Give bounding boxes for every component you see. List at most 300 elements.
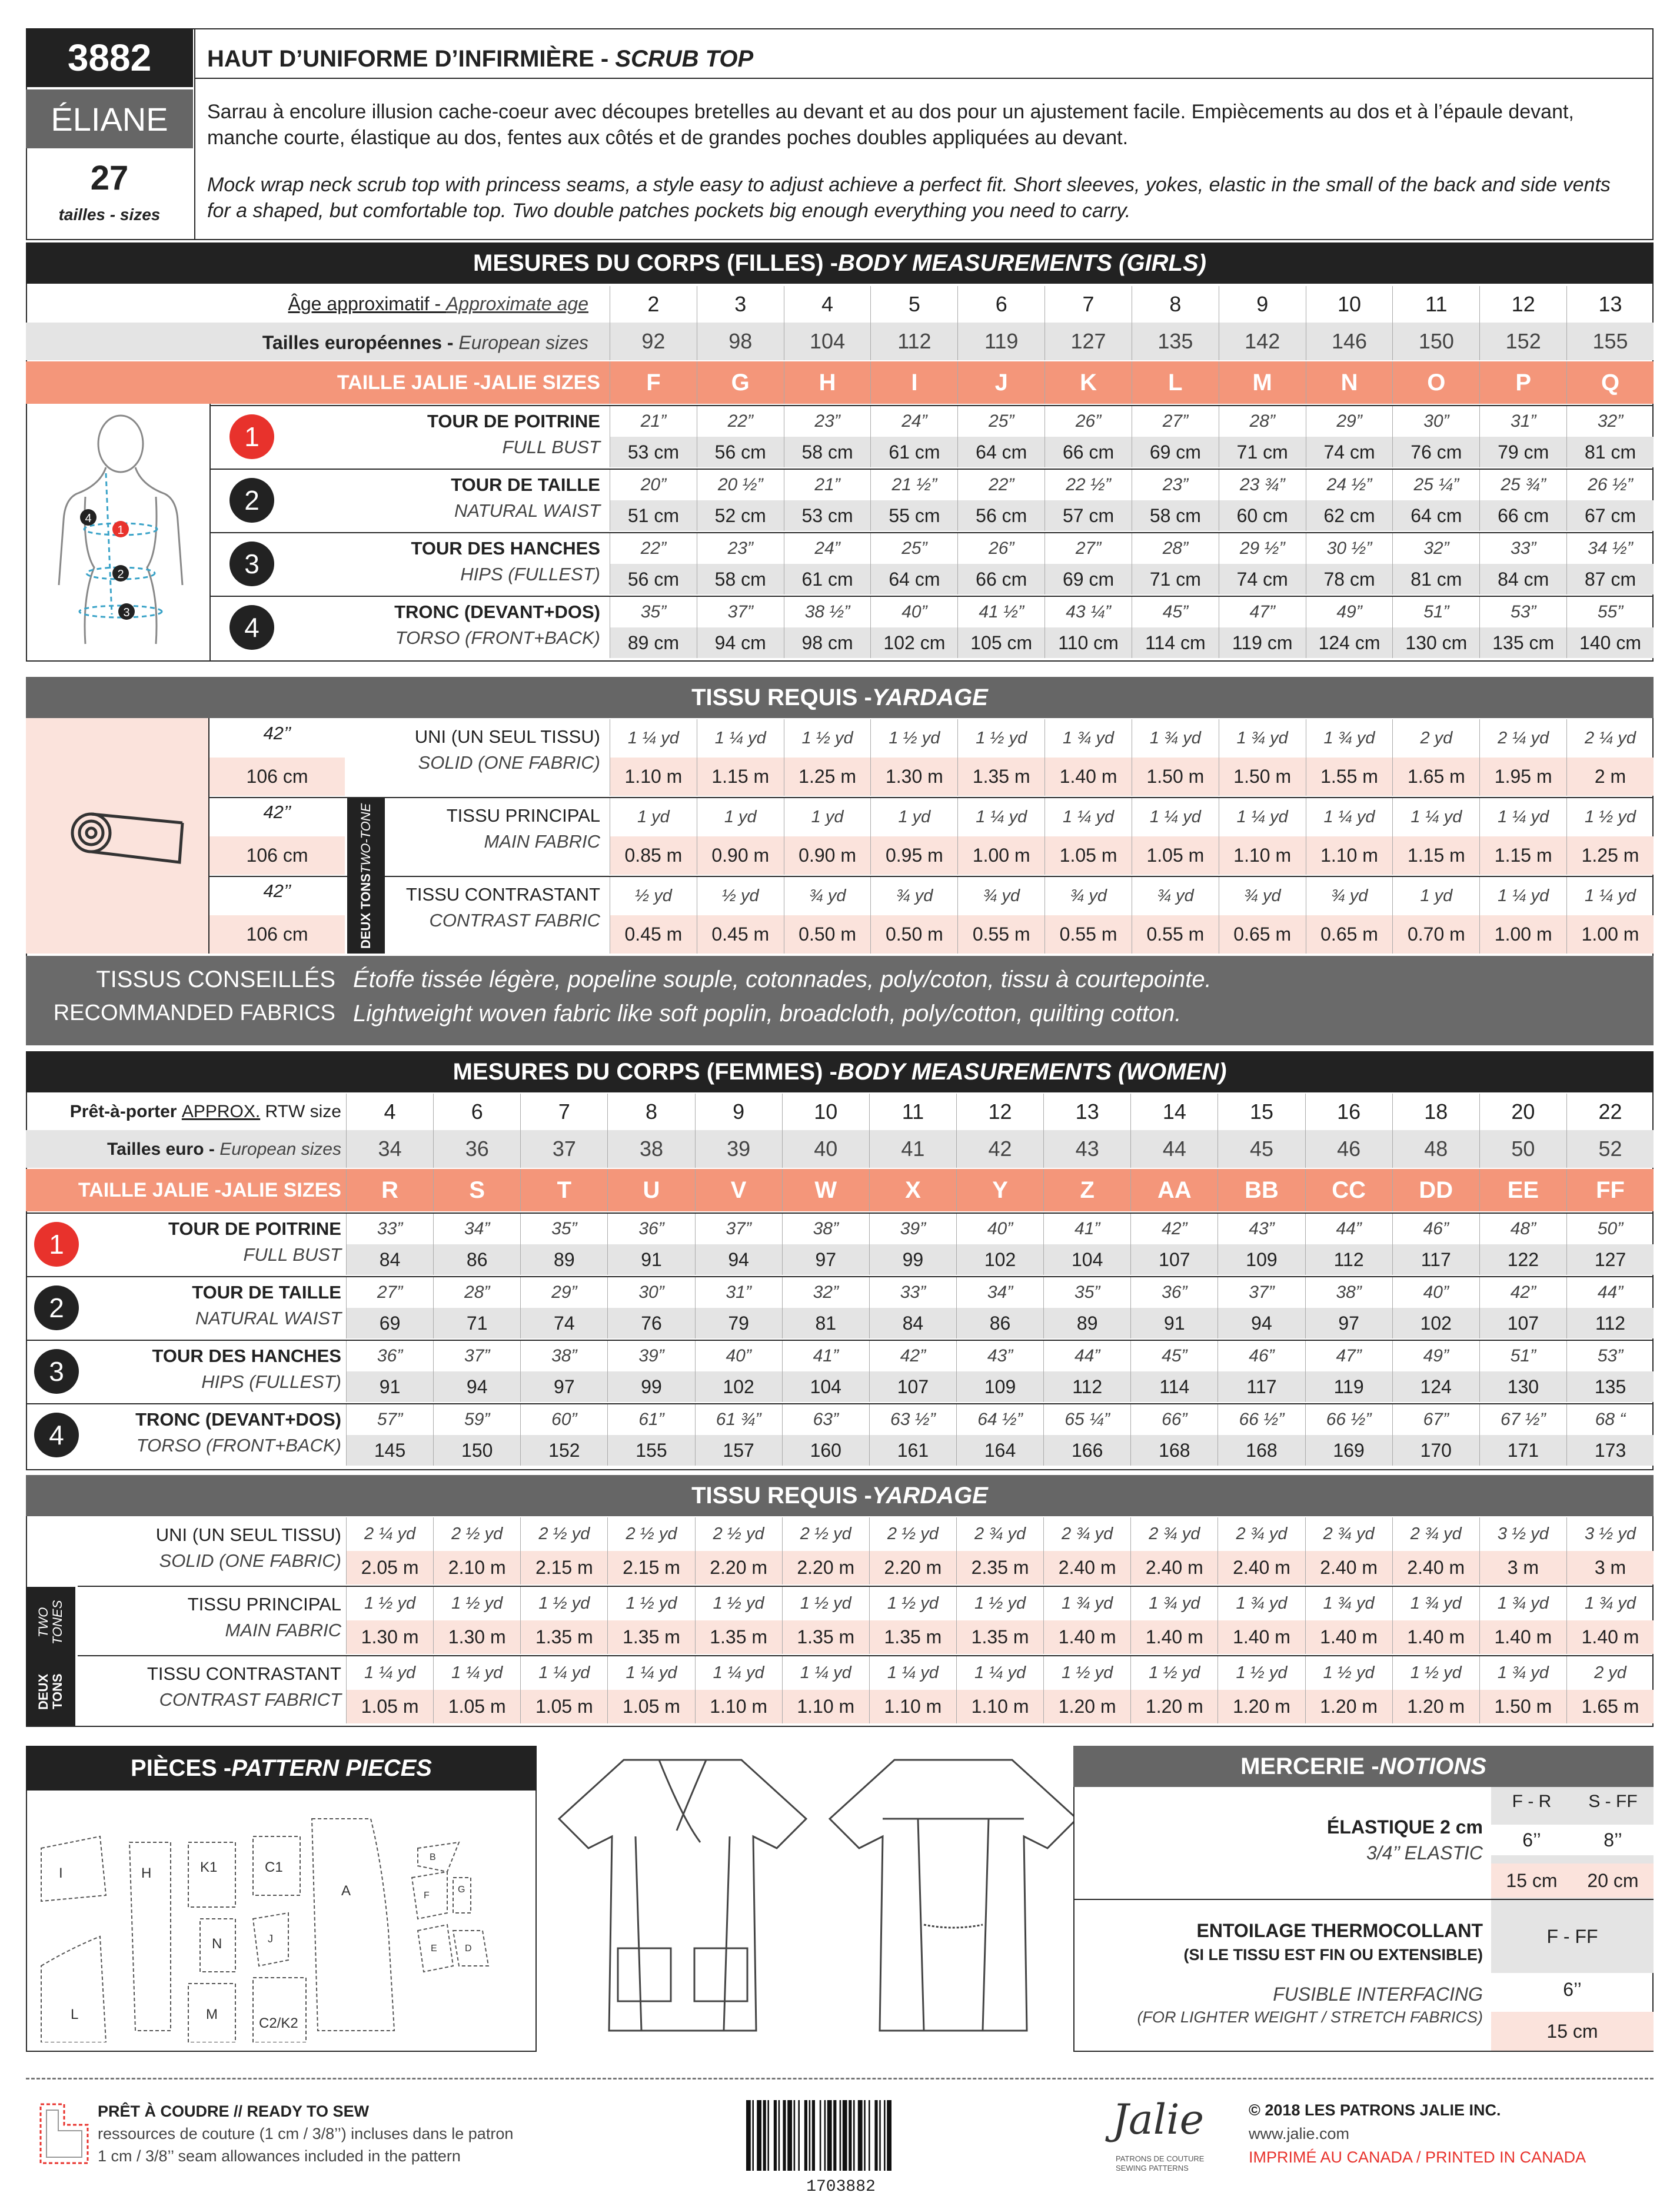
size-cell: BB — [1217, 1169, 1305, 1211]
measure-cm-row — [610, 564, 1654, 594]
yardage-m-cell: 1.05 m — [433, 1690, 520, 1723]
size-cell: 40 — [782, 1130, 869, 1168]
fabric-width-in: 42’’ — [263, 802, 291, 822]
yardage-yd-cell: 1 ½ yd — [1392, 1656, 1479, 1690]
measure-cm-cell: 62 cm — [1306, 500, 1393, 531]
yardage-label-fr: TISSU PRINCIPAL — [446, 805, 600, 826]
measure-inch-cell: 66 ½” — [1305, 1404, 1392, 1435]
yardage-yd-row — [346, 1517, 1654, 1551]
measure-cm-cell: 99 — [869, 1244, 956, 1275]
yardage-m-cell: 1.05 m — [607, 1690, 694, 1723]
yardage-m-cell: 0.50 m — [870, 915, 957, 954]
measure-inch-cell: 32” — [782, 1277, 869, 1308]
yardage-m-cell: 2.40 m — [1305, 1551, 1392, 1584]
women-rtw-row — [346, 1094, 1654, 1130]
measure-cm-cell: 161 — [869, 1435, 956, 1466]
yardage-yd-cell: 1 ¾ yd — [1043, 1587, 1130, 1620]
size-cell: 11 — [869, 1094, 956, 1130]
measure-inch-cell: 26” — [1044, 406, 1132, 437]
yardage-m-cell: 1.40 m — [1392, 1620, 1479, 1654]
size-cell: 6 — [433, 1094, 520, 1130]
yardage-yd-cell: 1 ½ yd — [1305, 1656, 1392, 1690]
yardage-yd-row — [346, 1656, 1654, 1690]
size-cell: 42 — [956, 1130, 1043, 1168]
size-cell: M — [1219, 361, 1306, 404]
measure-inch-cell: 30” — [1392, 406, 1479, 437]
measure-inch-cell: 46” — [1217, 1341, 1305, 1371]
yardage-yd-cell: ½ yd — [697, 877, 784, 915]
yardage-yd-cell: 1 ¼ yd — [346, 1656, 433, 1690]
barcode — [744, 2100, 938, 2174]
measure-cm-cell: 66 cm — [1044, 437, 1132, 467]
measure-cm-cell: 84 — [869, 1308, 956, 1338]
yardage-m-cell: 1.30 m — [433, 1620, 520, 1654]
yardage-yd-cell: 1 ½ yd — [1043, 1656, 1130, 1690]
size-cell: V — [695, 1169, 782, 1211]
barcode-bar — [884, 2100, 886, 2171]
yardage-yd-cell: 2 ½ yd — [782, 1517, 869, 1551]
fabrics-label-en: RECOMMANDED FABRICS — [53, 1001, 335, 1025]
measure-inch-row — [610, 597, 1654, 627]
yardage-yd-cell: 1 ¼ yd — [607, 1656, 694, 1690]
measure-inch-cell: 22” — [610, 533, 697, 564]
measure-cm-cell: 52 cm — [697, 500, 784, 531]
measure-label-fr: TRONC (DEVANT+DOS) — [135, 1409, 341, 1430]
measure-inch-cell: 48” — [1479, 1214, 1566, 1244]
size-cell: 9 — [695, 1094, 782, 1130]
barcode-bar — [774, 2100, 777, 2171]
size-cell: 104 — [784, 323, 871, 360]
yardage-m-cell: 1.15 m — [697, 758, 784, 796]
yardage-m-cell: 0.55 m — [1044, 915, 1132, 954]
yardage-m-cell: 1.05 m — [1044, 836, 1132, 875]
yardage-m-cell: 1.20 m — [1043, 1690, 1130, 1723]
yardage-yd-cell: ½ yd — [610, 877, 697, 915]
measure-cm-cell: 110 cm — [1044, 627, 1132, 658]
measure-inch-cell: 28” — [1132, 533, 1219, 564]
size-cell: 4 — [346, 1094, 433, 1130]
measure-cm-cell: 152 — [520, 1435, 607, 1466]
measure-inch-cell: 40” — [1392, 1277, 1479, 1308]
yardage-m-cell: 0.90 m — [697, 836, 784, 875]
measure-inch-cell: 39” — [607, 1341, 694, 1371]
measure-inch-cell: 25” — [957, 406, 1044, 437]
svg-text:3: 3 — [123, 606, 130, 619]
measure-cm-row — [346, 1371, 1654, 1402]
yardage-m-cell: 1.35 m — [782, 1620, 869, 1654]
size-cell: 10 — [782, 1094, 869, 1130]
elastic-in1: 6’’ — [1491, 1825, 1572, 1855]
fabrics-text-fr: Étoffe tissée légère, popeline souple, cotonnades, poly/coton, tissu à courtepointe. — [353, 966, 1212, 992]
size-cell: X — [869, 1169, 956, 1211]
measure-inch-cell: 21” — [784, 470, 871, 500]
yardage-yd-cell: ¾ yd — [1044, 877, 1132, 915]
measure-cm-cell: 91 — [607, 1244, 694, 1275]
measure-inch-cell: 23” — [1132, 470, 1219, 500]
yardage-yd-cell: 1 ¾ yd — [1217, 1587, 1305, 1620]
interfacing-cm: 15 cm — [1491, 2012, 1654, 2051]
yardage-yd-cell: 1 ¼ yd — [1566, 877, 1654, 915]
yardage-m-cell: 1.10 m — [1219, 836, 1306, 875]
yardage-m-cell: 1.40 m — [1130, 1620, 1217, 1654]
size-cell: F — [610, 361, 697, 404]
yardage-yd-cell: 1 ½ yd — [346, 1587, 433, 1620]
measure-label-en: NATURAL WAIST — [195, 1308, 341, 1328]
measure-cm-cell: 69 cm — [1132, 437, 1219, 467]
measure-inch-cell: 43 ¼” — [1044, 597, 1132, 627]
measure-cm-cell: 112 — [1043, 1371, 1130, 1402]
yardage-m-cell: 1.35 m — [869, 1620, 956, 1654]
yardage-m-cell: 2.15 m — [520, 1551, 607, 1584]
measure-label-en: FULL BUST — [243, 1244, 341, 1265]
measure-cm-cell: 117 — [1392, 1244, 1479, 1275]
yardage-m-cell: 1.05 m — [346, 1690, 433, 1723]
measure-cm-cell: 58 cm — [784, 437, 871, 467]
measure-inch-cell: 40” — [956, 1214, 1043, 1244]
yardage-yd-cell: 1 ¼ yd — [869, 1656, 956, 1690]
measure-label-en: HIPS (FULLEST) — [201, 1371, 341, 1392]
measure-inch-cell: 35” — [1043, 1277, 1130, 1308]
svg-text:A: A — [341, 1883, 351, 1899]
measure-cm-row — [610, 500, 1654, 531]
size-cell: CC — [1305, 1169, 1392, 1211]
barcode-bar — [767, 2100, 769, 2171]
measure-inch-cell: 21” — [610, 406, 697, 437]
svg-text:4: 4 — [85, 512, 92, 525]
title-fr: HAUT D’UNIFORME D’INFIRMIÈRE - — [207, 46, 616, 72]
measure-cm-cell: 107 — [869, 1371, 956, 1402]
girls-yardage-title: TISSU REQUIS - YARDAGE — [26, 677, 1654, 718]
measure-cm-cell: 76 cm — [1392, 437, 1479, 467]
size-cell: H — [784, 361, 871, 404]
size-cell: 13 — [1566, 286, 1654, 323]
yardage-m-cell: 1.10 m — [695, 1690, 782, 1723]
girls-age-row — [610, 286, 1654, 323]
measure-inch-cell: 53” — [1479, 597, 1566, 627]
yardage-yd-cell: 1 ¼ yd — [1479, 877, 1566, 915]
measure-label-fr: TOUR DES HANCHES — [411, 538, 600, 559]
notions-title: MERCERIE - NOTIONS — [1073, 1746, 1654, 1787]
measure-inch-cell: 27” — [1132, 406, 1219, 437]
women-jalie-row — [346, 1169, 1654, 1211]
yardage-yd-cell: 2 ¾ yd — [1305, 1517, 1392, 1551]
barcode-bar — [887, 2100, 891, 2171]
measure-cm-cell: 160 — [782, 1435, 869, 1466]
measure-inch-cell: 63” — [782, 1404, 869, 1435]
svg-text:M: M — [206, 2007, 218, 2022]
measure-cm-cell: 112 — [1305, 1244, 1392, 1275]
website[interactable]: www.jalie.com — [1249, 2125, 1350, 2142]
size-cell: 135 — [1132, 323, 1219, 360]
size-cell: 3 — [697, 286, 784, 323]
yardage-m-cell: 0.65 m — [1306, 915, 1393, 954]
yardage-yd-cell: 2 ¼ yd — [1566, 719, 1654, 758]
yardage-m-cell: 2.20 m — [869, 1551, 956, 1584]
two-tone-en: TWO-TONE — [358, 803, 373, 873]
measure-cm-cell: 112 — [1566, 1308, 1654, 1338]
barcode-bar — [864, 2100, 866, 2171]
yardage-m-cell: 1.10 m — [1306, 836, 1393, 875]
elastic-col1: F - R — [1512, 1792, 1552, 1811]
measure-inch-cell: 24” — [870, 406, 957, 437]
measure-inch-cell: 40” — [695, 1341, 782, 1371]
measure-cm-cell: 109 — [1217, 1244, 1305, 1275]
interfacing-label-en: FUSIBLE INTERFACING — [1273, 1984, 1483, 2005]
measure-cm-cell: 166 — [1043, 1435, 1130, 1466]
measure-inch-cell: 34” — [433, 1214, 520, 1244]
measure-cm-cell: 53 cm — [784, 500, 871, 531]
yardage-yd-cell: 1 ¾ yd — [1219, 719, 1306, 758]
svg-text:D: D — [465, 1944, 472, 1954]
barcode-bar — [853, 2100, 855, 2171]
measure-cm-row — [346, 1308, 1654, 1338]
measure-inch-cell: 60” — [520, 1404, 607, 1435]
measure-inch-cell: 27” — [1044, 533, 1132, 564]
size-cell: 48 — [1392, 1130, 1479, 1168]
measure-inch-cell: 28” — [433, 1277, 520, 1308]
measure-inch-cell: 33” — [346, 1214, 433, 1244]
yardage-label-en: SOLID (ONE FABRIC) — [159, 1550, 341, 1571]
yardage-yd-cell: 1 ¼ yd — [610, 719, 697, 758]
measure-cm-cell: 58 cm — [1132, 500, 1219, 531]
fabrics-text-en: Lightweight woven fabric like soft poplin, broadcloth, poly/cotton, quilting cotton. — [353, 1001, 1182, 1027]
yardage-m-cell: 1.95 m — [1479, 758, 1566, 796]
measure-cm-cell: 119 cm — [1219, 627, 1306, 658]
measure-cm-cell: 124 cm — [1306, 627, 1393, 658]
measure-cm-cell: 94 — [1217, 1308, 1305, 1338]
description-en: Mock wrap neck scrub top with princess seams, a style easy to adjust achieve a perfect fit. Short sleeves, yokes, elastic in the small of the back and side vents for a shaped, but comfortable top. Two double patches pockets big enough everything you need to carry. — [207, 174, 1611, 222]
yardage-m-cell: 2.35 m — [956, 1551, 1043, 1584]
measure-label-fr: TOUR DES HANCHES — [152, 1346, 341, 1366]
measure-inch-cell: 23” — [784, 406, 871, 437]
measure-inch-cell: 24” — [784, 533, 871, 564]
yardage-m-cell: 1.15 m — [1479, 836, 1566, 875]
women-euro-row — [346, 1130, 1654, 1168]
yardage-yd-cell: 2 ½ yd — [607, 1517, 694, 1551]
measure-inch-cell: 29 ½” — [1219, 533, 1306, 564]
rtw-label: Prêt-à-porter APPROX. RTW size — [69, 1102, 341, 1121]
measure-cm-cell: 107 — [1130, 1244, 1217, 1275]
measure-inch-row — [346, 1404, 1654, 1435]
barcode-bar — [874, 2100, 877, 2171]
size-cell: S — [433, 1169, 520, 1211]
yardage-label-en: CONTRAST FABRIC — [429, 910, 600, 931]
measure-cm-cell: 89 — [520, 1244, 607, 1275]
yardage-m-cell: 3 m — [1566, 1551, 1654, 1584]
measure-cm-cell: 114 — [1130, 1371, 1217, 1402]
svg-text:C2/K2: C2/K2 — [259, 2015, 298, 2031]
title-en: SCRUB TOP — [615, 46, 754, 72]
measure-cm-cell: 61 cm — [784, 564, 871, 594]
measure-inch-cell: 26 ½” — [1566, 470, 1654, 500]
measure-inch-row — [610, 406, 1654, 437]
page-title — [207, 46, 753, 72]
yardage-yd-cell: 1 ½ yd — [956, 1587, 1043, 1620]
two-tone-tag — [26, 1587, 75, 1726]
yardage-yd-cell: ¾ yd — [957, 877, 1044, 915]
yardage-m-cell: 1.35 m — [520, 1620, 607, 1654]
yardage-yd-cell: 2 ½ yd — [520, 1517, 607, 1551]
size-cell: 46 — [1305, 1130, 1392, 1168]
measure-number-badge: 1 — [34, 1222, 79, 1267]
measure-cm-cell: 105 cm — [957, 627, 1044, 658]
interfacing-label-fr: ENTOILAGE THERMOCOLLANT — [1196, 1920, 1483, 1941]
size-cell: R — [346, 1169, 433, 1211]
barcode-bar — [820, 2100, 821, 2171]
yardage-yd-cell: 2 yd — [1392, 719, 1479, 758]
yardage-m-row — [610, 836, 1654, 875]
women-euro-label: Tailles euro - European sizes — [107, 1140, 341, 1159]
measure-inch-cell: 41” — [782, 1341, 869, 1371]
yardage-yd-cell: 1 yd — [784, 798, 871, 836]
measure-cm-cell: 71 cm — [1132, 564, 1219, 594]
measure-inch-cell: 35” — [520, 1214, 607, 1244]
measure-cm-cell: 86 — [956, 1308, 1043, 1338]
measure-cm-cell: 79 cm — [1479, 437, 1566, 467]
size-cell: 16 — [1305, 1094, 1392, 1130]
measure-cm-cell: 102 — [1392, 1308, 1479, 1338]
measure-cm-cell: 58 cm — [697, 564, 784, 594]
measure-cm-row — [346, 1435, 1654, 1466]
size-cell: 8 — [1132, 286, 1219, 323]
measure-inch-cell: 38 ½” — [784, 597, 871, 627]
yardage-yd-cell: 1 ¼ yd — [1306, 798, 1393, 836]
yardage-yd-cell: 2 ¾ yd — [956, 1517, 1043, 1551]
yardage-yd-cell: 1 ½ yd — [607, 1587, 694, 1620]
size-cell: 5 — [870, 286, 957, 323]
size-cell: 10 — [1306, 286, 1393, 323]
size-cell: 38 — [607, 1130, 694, 1168]
measure-cm-cell: 150 — [433, 1435, 520, 1466]
printed-in: IMPRIMÉ AU CANADA / PRINTED IN CANADA — [1249, 2148, 1586, 2166]
measure-cm-cell: 97 — [520, 1371, 607, 1402]
yardage-yd-cell: 1 ¾ yd — [1306, 719, 1393, 758]
measure-cm-cell: 94 cm — [697, 627, 784, 658]
yardage-label-en: MAIN FABRIC — [225, 1620, 341, 1640]
svg-text:L: L — [71, 2007, 79, 2022]
measure-inch-cell: 53” — [1566, 1341, 1654, 1371]
measure-cm-cell: 135 — [1566, 1371, 1654, 1402]
yardage-label-fr: TISSU CONTRASTANT — [147, 1663, 341, 1684]
measure-cm-cell: 81 cm — [1566, 437, 1654, 467]
measure-cm-cell: 66 cm — [1479, 500, 1566, 531]
barcode-bar — [752, 2100, 754, 2171]
measure-cm-cell: 107 — [1479, 1308, 1566, 1338]
size-cell: 127 — [1044, 323, 1132, 360]
yardage-yd-cell: 1 ¾ yd — [1132, 719, 1219, 758]
measure-cm-cell: 79 — [695, 1308, 782, 1338]
yardage-m-cell: 0.45 m — [610, 915, 697, 954]
measure-inch-cell: 64 ½” — [956, 1404, 1043, 1435]
measure-cm-cell: 69 — [346, 1308, 433, 1338]
measure-cm-cell: 117 — [1217, 1371, 1305, 1402]
measure-cm-cell: 71 — [433, 1308, 520, 1338]
yardage-yd-cell: 1 ½ yd — [782, 1587, 869, 1620]
measure-cm-cell: 84 cm — [1479, 564, 1566, 594]
measure-label-fr: TOUR DE TAILLE — [192, 1282, 341, 1303]
barcode-bar — [827, 2100, 832, 2171]
yardage-yd-cell: 1 ½ yd — [433, 1587, 520, 1620]
measure-inch-cell: 20” — [610, 470, 697, 500]
measure-cm-cell: 69 cm — [1044, 564, 1132, 594]
size-cell: 12 — [1479, 286, 1566, 323]
yardage-yd-cell: 1 ¾ yd — [1130, 1587, 1217, 1620]
euro-label: Tailles européennes - European sizes — [262, 332, 588, 353]
measure-inch-cell: 32” — [1566, 406, 1654, 437]
yardage-yd-cell: 1 ¼ yd — [957, 798, 1044, 836]
yardage-label-fr: UNI (UN SEUL TISSU) — [414, 726, 600, 747]
measure-inch-cell: 25 ¾” — [1479, 470, 1566, 500]
yardage-yd-cell: 2 ¾ yd — [1130, 1517, 1217, 1551]
measure-cm-cell: 170 — [1392, 1435, 1479, 1466]
measure-inch-cell: 38” — [520, 1341, 607, 1371]
measure-cm-cell: 60 cm — [1219, 500, 1306, 531]
barcode-bar — [833, 2100, 836, 2171]
yardage-yd-cell: 1 ¾ yd — [1479, 1587, 1566, 1620]
measure-cm-cell: 55 cm — [870, 500, 957, 531]
yardage-m-cell: 2.10 m — [433, 1551, 520, 1584]
size-cell: 14 — [1130, 1094, 1217, 1130]
barcode-bar — [794, 2100, 796, 2171]
yardage-m-row — [346, 1620, 1654, 1654]
barcode-bar — [843, 2100, 847, 2171]
measure-cm-cell: 124 — [1392, 1371, 1479, 1402]
measure-cm-cell: 56 cm — [610, 564, 697, 594]
yardage-m-cell: 0.95 m — [870, 836, 957, 875]
size-cell: 142 — [1219, 323, 1306, 360]
barcode-bar — [849, 2100, 851, 2171]
yardage-m-cell: 2.20 m — [782, 1551, 869, 1584]
yardage-yd-cell: 2 ½ yd — [433, 1517, 520, 1551]
measure-cm-cell: 57 cm — [1044, 500, 1132, 531]
size-cell: T — [520, 1169, 607, 1211]
measure-inch-cell: 22” — [697, 406, 784, 437]
size-cell: 155 — [1566, 323, 1654, 360]
yardage-yd-cell: 2 ½ yd — [695, 1517, 782, 1551]
yardage-m-row — [346, 1690, 1654, 1723]
measure-cm-cell: 81 — [782, 1308, 869, 1338]
measure-inch-cell: 66 ½” — [1217, 1404, 1305, 1435]
size-cell: Z — [1043, 1169, 1130, 1211]
yardage-m-cell: 1.20 m — [1130, 1690, 1217, 1723]
measure-inch-cell: 43” — [1217, 1214, 1305, 1244]
measure-cm-cell: 102 — [956, 1244, 1043, 1275]
size-cell: 37 — [520, 1130, 607, 1168]
yardage-yd-cell: 1 ¼ yd — [1479, 798, 1566, 836]
yardage-yd-cell: 2 yd — [1566, 1656, 1654, 1690]
yardage-m-cell: 1.05 m — [1132, 836, 1219, 875]
size-cell: W — [782, 1169, 869, 1211]
yardage-m-cell: 1.20 m — [1305, 1690, 1392, 1723]
seam-allowance-icon — [38, 2101, 91, 2166]
measure-cm-cell: 66 cm — [957, 564, 1044, 594]
measure-cm-cell: 74 cm — [1306, 437, 1393, 467]
measure-inch-cell: 25 ¼” — [1392, 470, 1479, 500]
size-cell: EE — [1479, 1169, 1566, 1211]
measure-cm-cell: 61 cm — [870, 437, 957, 467]
garment-back-sketch — [824, 1748, 1083, 2048]
svg-text:N: N — [212, 1936, 222, 1952]
barcode-bar — [812, 2100, 815, 2171]
svg-text:I: I — [59, 1865, 63, 1881]
yardage-yd-cell: 1 ¼ yd — [1219, 798, 1306, 836]
yardage-m-cell: 1.35 m — [956, 1620, 1043, 1654]
svg-text:E: E — [431, 1944, 437, 1954]
fabric-width-in: 42’’ — [263, 881, 291, 901]
size-cell: 11 — [1392, 286, 1479, 323]
yardage-yd-cell: 1 ¾ yd — [1044, 719, 1132, 758]
yardage-m-cell: 1.40 m — [1217, 1620, 1305, 1654]
